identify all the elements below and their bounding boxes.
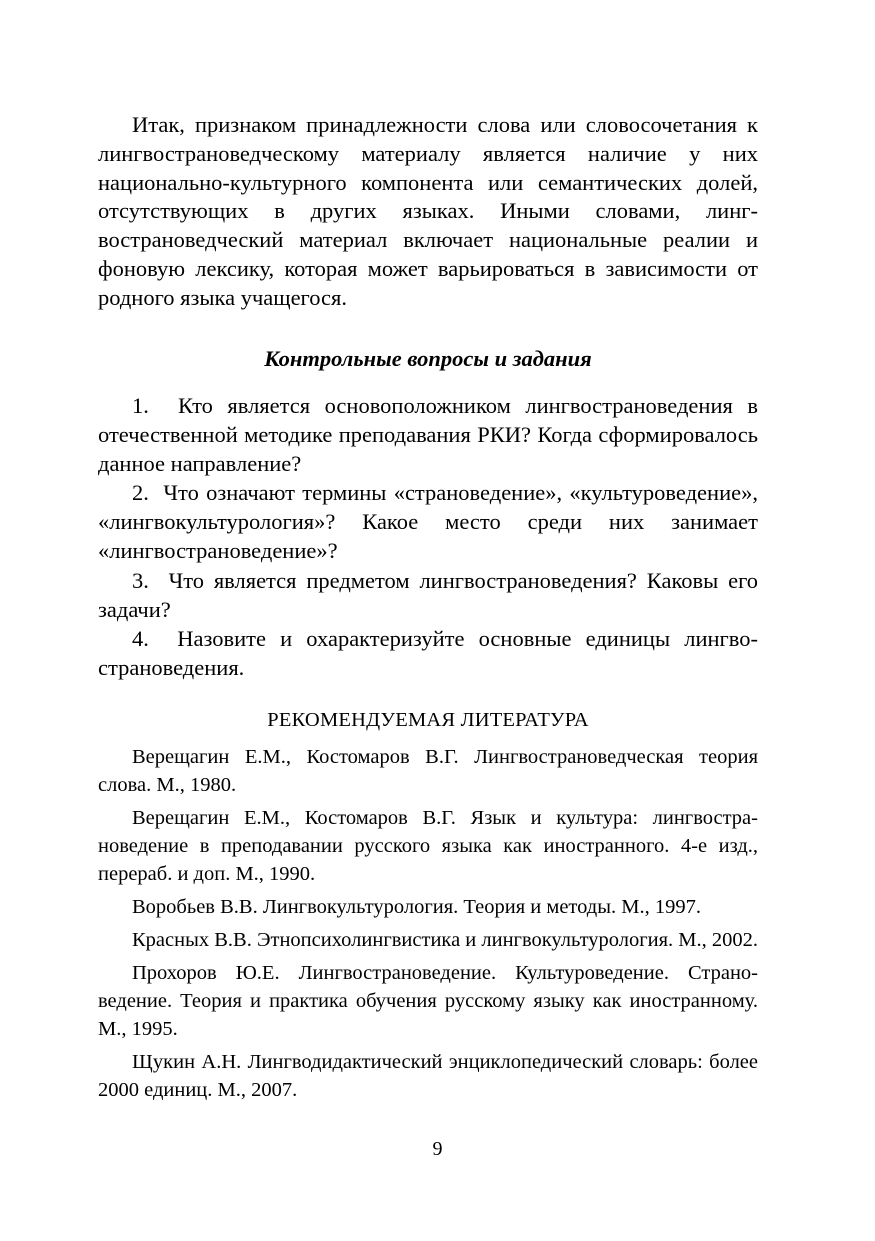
literature-item: Воробьев В.В. Лингвокультурология. Теория и методы. М., 1997. bbox=[132, 896, 701, 918]
literature-item: Прохоров Ю.Е. Лингвострановедение. Культуроведение. Страноведение. Теория и практика обучения русскому языку как иностранному. М., 1995. bbox=[98, 962, 758, 1040]
literature-item: Верещагин Е.М., Костомаров В.Г. Язык и культура: лингвострановедение в преподавании русского языка как иностранного. 4-е изд., перераб. и доп. М., 1990. bbox=[98, 807, 758, 885]
question-item: 4. Назовите и охарактеризуйте основные единицы лингвострановедения. bbox=[98, 626, 758, 681]
question-item: 1. Кто является основоположником лингвострановедения в отечественной методике преподавания РКИ? Когда сформировалось данное направление? bbox=[98, 393, 758, 476]
intro-section bbox=[98, 111, 758, 313]
question-item: 3. Что является предметом лингвострановедения? Каковы его задачи? bbox=[98, 567, 758, 622]
literature-item: Верещагин Е.М., Костомаров В.Г. Лингвострановедческая теория слова. М., 1980. bbox=[98, 746, 758, 796]
questions-list bbox=[98, 392, 758, 684]
questions-heading: Контрольные вопросы и задания bbox=[264, 346, 592, 371]
page-number: 9 bbox=[432, 1138, 443, 1160]
intro-paragraph: Итак, признаком принадлежности слова или словосочетания к лингвострановедческому материалу является наличие у них национально-культурного компонента или семантических долей, отсутствующих в других языках. Иными словами, лингвострановедческий материал включает национальные реалии и фоновую лексику, которая может варьироваться в зависимости от родного языка учащегося. bbox=[98, 112, 758, 310]
literature-heading: РЕКОМЕНДУЕМАЯ ЛИТЕРАТУРА bbox=[267, 709, 589, 731]
literature-item: Щукин А.Н. Лингводидактический энциклопедический словарь: более 2000 единиц. М., 2007. bbox=[98, 1051, 758, 1101]
question-item: 2. Что означают термины «страноведение», «культуроведение», «лингвокультурология»? Какое место среди них занимает «лингвострановедение»? bbox=[98, 480, 758, 563]
literature-list bbox=[98, 743, 758, 1109]
literature-item: Красных В.В. Этнопсихолингвистика и лингвокультурология. М., 2002. bbox=[132, 929, 759, 951]
